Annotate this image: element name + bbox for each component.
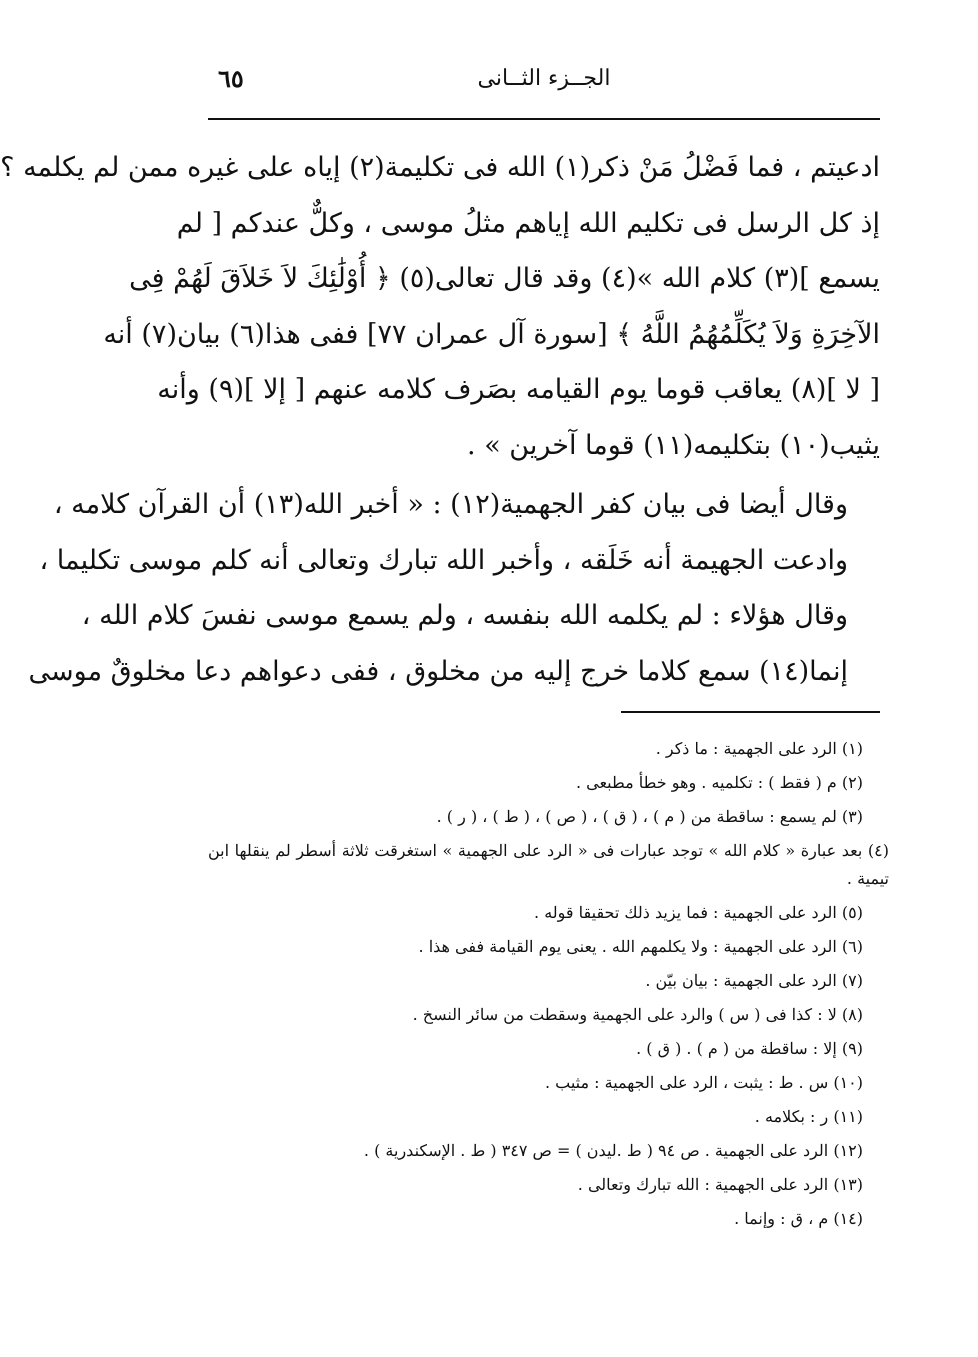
- page-number: ٦٥: [218, 64, 244, 93]
- running-title: الجــزء الثــانى: [477, 66, 611, 91]
- text-line: إنما(١٤) سمع كلاما خرج إليه من مخلوق ، ففى دعواهم دعا مخلوقٌ موسى: [28, 655, 848, 687]
- text-line: وادعت الجهيمة أنه خَلَقه ، وأخبر الله تبارك وتعالى أنه كلم موسى تكليما ،: [39, 544, 848, 576]
- header-rule: [208, 118, 880, 120]
- text-line: إذ كل الرسل فى تكليم الله إياهم مثلُ موسى ، وكلٌّ عندكم [ لم: [176, 207, 880, 239]
- footnote-6: (٦) الرد على الجهمية : ولا يكلمهم الله . يعنى يوم القيامة ففى هذا .: [418, 937, 863, 956]
- text-line: يثيب(١٠) بتكليمه(١١) قوما آخرين » .: [467, 429, 880, 461]
- text-line: [ لا ](٨) يعاقب قوما يوم القيامه بصَرف كلامه عنهم [ إلا ](٩) وأنه: [157, 374, 880, 405]
- footnotes-list: [208, 732, 889, 1236]
- text-line: وقال أيضا فى بيان كفر الجهمية(١٢) : « أخبر الله(١٣) أن القرآن كلامه ،: [53, 489, 848, 520]
- footnote-3: (٣) لم يسمع : ساقطة من ( م ) ، ( ق ) ، ( ص ) ، ( ط ) ، ( ر ) .: [436, 807, 863, 826]
- footnote-9: (٩) إلا : ساقطة من ( م ) . ( ق ) .: [636, 1039, 863, 1058]
- footnote-11: (١١) ر : بكلامه .: [754, 1107, 863, 1126]
- footnote-1: (١) الرد على الجهمية : ما ذكر .: [655, 739, 863, 758]
- text-line: وقال هؤلاء : لم يكلمه الله بنفسه ، ولم يسمع موسى نفسَ كلام الله ،: [81, 600, 848, 631]
- paragraph-2: [28, 477, 880, 699]
- footnote-2: (٢) م ( فقط ) : تكلميه . وهو خطأ مطبعى .: [575, 773, 863, 792]
- footnote-14: (١٤) م ، ق : وإنما .: [734, 1209, 863, 1228]
- footnote-5: (٥) الرد على الجهمية : فما يزيد ذلك تحقيقا قوله .: [534, 903, 863, 922]
- text-line: يسمع ](٣) كلام الله »(٤) وقد قال تعالى(٥) ﴿ أُوْلَٰئِكَ لاَ خَلاَقَ لَهُمْ فِى: [129, 263, 880, 294]
- footnote-10: (١٠) س . ط : يثبت ، الرد على الجهمية : مثيب .: [544, 1073, 863, 1092]
- footnote-8: (٨) لا : كذا فى ( س ) والرد على الجهمية وسقطت من سائر النسخ .: [412, 1005, 863, 1024]
- footnote-rule: [621, 711, 880, 713]
- footnote-13: (١٣) الرد على الجهمية : الله تبارك وتعالى .: [577, 1175, 863, 1194]
- text-line: ادعيتم ، فما فَضْلُ مَنْ ذكر(١) الله فى تكليمة(٢) إياه على غيره ممن لم يكلمه ؟: [0, 152, 880, 183]
- footnote-12: (١٢) الرد على الجهمية . ص ٩٤ ( ط .ليدن ) = ص ٣٤٧ ( ط . الإسكندرية ) .: [363, 1141, 863, 1160]
- footnote-7: (٧) الرد على الجهمية : بيان بيّن .: [645, 971, 863, 990]
- main-text: [0, 140, 880, 699]
- paragraph-1: [0, 140, 880, 473]
- text-line: الآخِرَةِ وَلاَ يُكَلِّمُهُمُ اللَّهُ ﴾ [سورة آل عمران ٧٧] ففى هذا(٦) بيان(٧) أنه: [103, 318, 880, 350]
- page-header: [208, 64, 880, 108]
- footnote-4: (٤) بعد عبارة « كلام الله » توجد عبارات فى « الرد على الجهمية » استغرقت ثلاثة أسطر لم ينقلها ابن تيمية .: [208, 841, 889, 888]
